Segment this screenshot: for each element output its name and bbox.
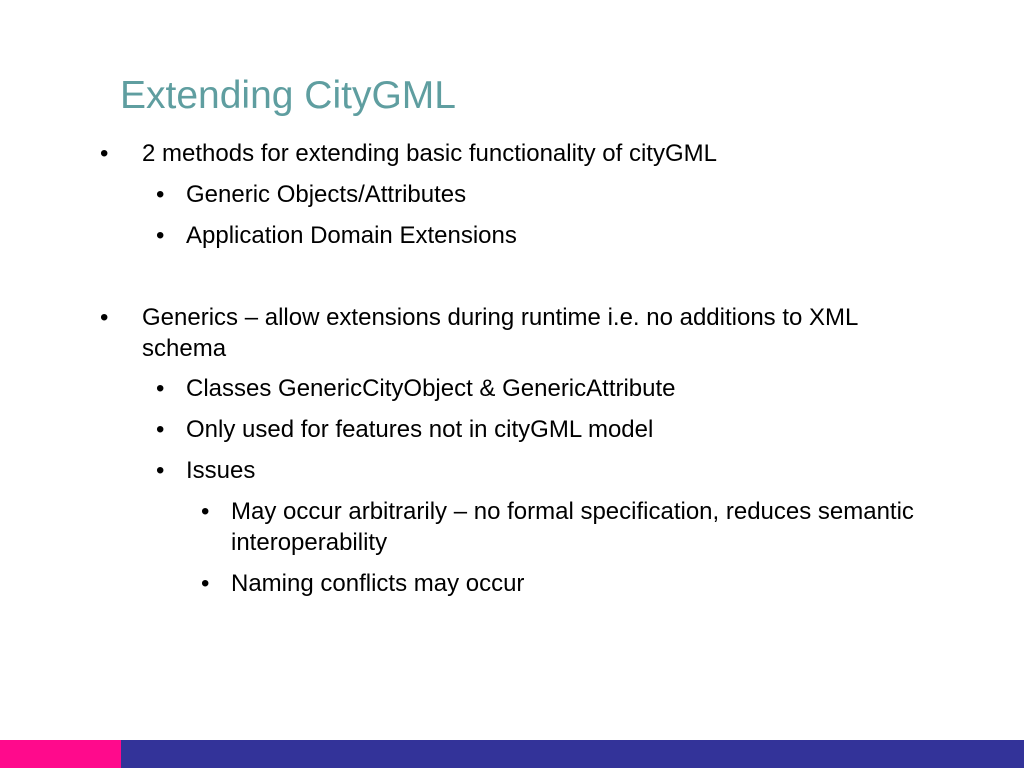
slide-title: Extending CityGML: [120, 74, 456, 117]
bullet-text: Only used for features not in cityGML model: [186, 416, 654, 443]
footer-accent-block: [0, 740, 121, 768]
bullet-marker: •: [100, 304, 109, 331]
bullet-item: [156, 414, 946, 445]
bullet-item: [156, 373, 946, 404]
bullet-item: [156, 179, 946, 210]
bullet-text: Application Domain Extensions: [186, 222, 517, 249]
bullet-marker: •: [156, 457, 165, 484]
bullet-text: May occur arbitrarily – no formal specification, reduces semantic interoperability: [231, 498, 914, 556]
bullet-marker: •: [156, 181, 165, 208]
bullet-text: 2 methods for extending basic functionality of cityGML: [142, 140, 717, 167]
footer-main-band: [121, 740, 1024, 768]
footer-bar: [0, 740, 1024, 768]
bullet-marker: •: [156, 222, 165, 249]
bullet-marker: •: [201, 498, 210, 525]
bullet-item: [100, 302, 942, 364]
bullet-item: [100, 138, 942, 169]
bullet-text: Naming conflicts may occur: [231, 570, 525, 597]
bullet-marker: •: [156, 375, 165, 402]
bullet-item: [156, 220, 946, 251]
bullet-marker: •: [156, 416, 165, 443]
bullet-item: [201, 496, 951, 558]
bullet-text: Generic Objects/Attributes: [186, 181, 467, 208]
bullet-text: Issues: [186, 457, 256, 484]
bullet-marker: •: [201, 570, 210, 597]
bullet-text: Classes GenericCityObject & GenericAttribute: [186, 375, 676, 402]
bullet-text: Generics – allow extensions during runtime i.e. no additions to XML schema: [142, 304, 858, 362]
bullet-item: [156, 455, 946, 486]
bullet-marker: •: [100, 140, 109, 167]
bullet-item: [201, 568, 951, 599]
